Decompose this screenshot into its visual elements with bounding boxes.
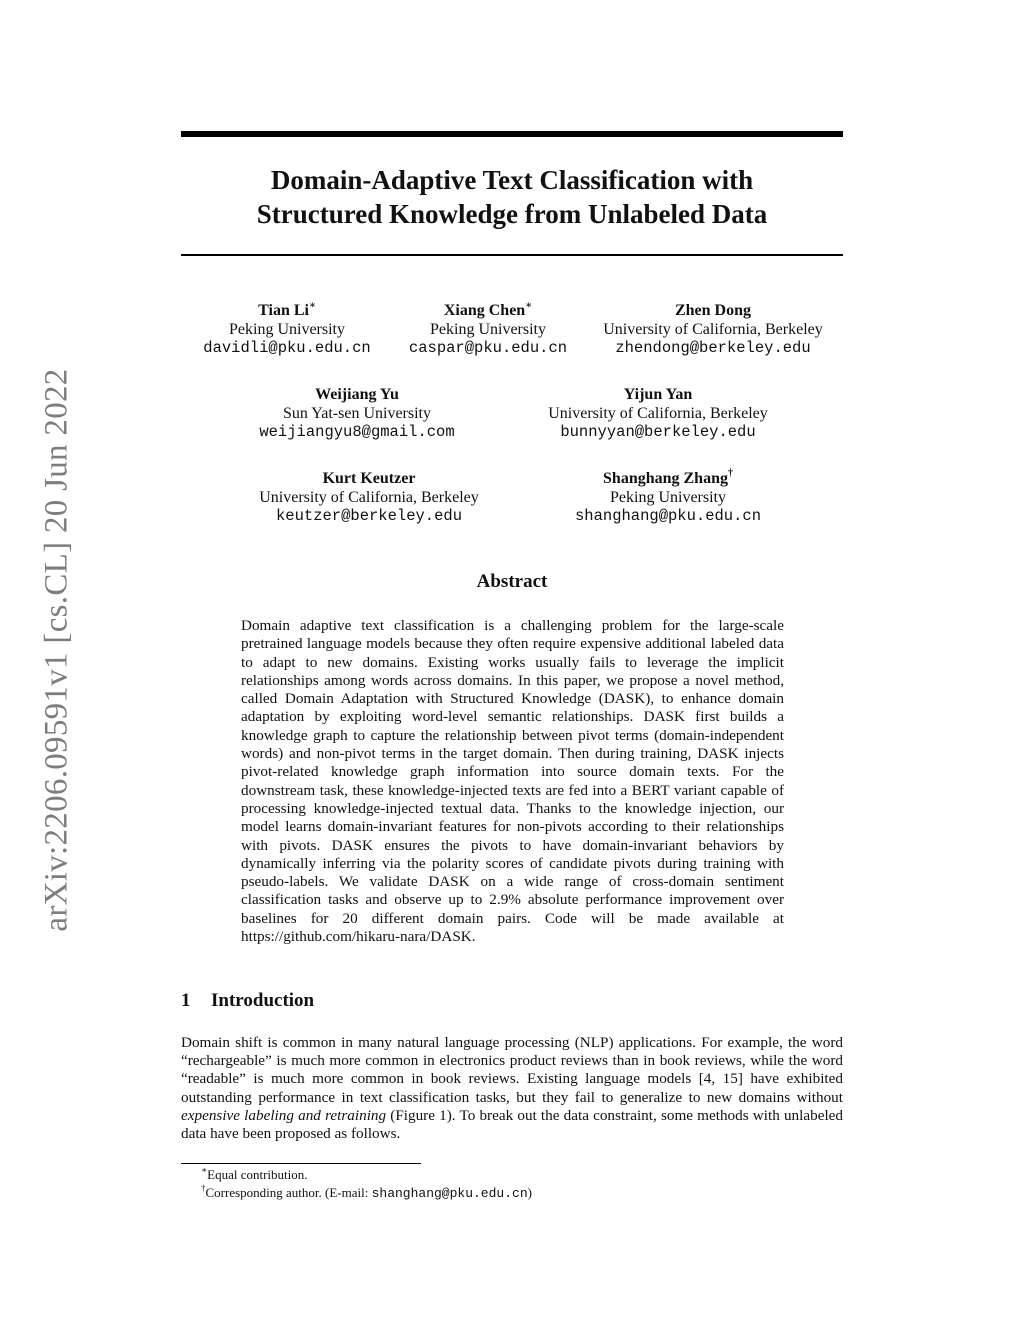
author-block (575, 469, 761, 526)
footnote-mark: † (201, 1182, 206, 1193)
footnote-corresponding-author: †Corresponding author. (E-mail: shanghang@pku.edu.cn) (201, 1182, 532, 1201)
author-email: shanghang@pku.edu.cn (574, 507, 762, 525)
author-affiliation: University of California, Berkeley (259, 489, 479, 506)
author-affiliation: University of California, Berkeley (603, 321, 823, 338)
author-block (203, 301, 370, 358)
emphasis-text: expensive labeling and retraining (181, 1106, 387, 1124)
author-email: weijiangyu8@gmail.com (259, 423, 455, 441)
abstract-heading: Abstract (476, 571, 548, 592)
author-email: zhendong@berkeley.edu (615, 339, 811, 357)
author-affiliation: Sun Yat-sen University (282, 405, 431, 422)
author-mark: † (727, 467, 733, 479)
author-block (548, 385, 768, 442)
author-name: Weijiang Yu (315, 386, 399, 403)
section-number: 1 (181, 990, 191, 1011)
author-affiliation: University of California, Berkeley (548, 405, 768, 422)
author-affiliation: Peking University (229, 321, 345, 338)
section-heading-introduction (181, 990, 314, 1012)
author-name: Yijun Yan (623, 386, 693, 403)
author-name: Kurt Keutzer (322, 470, 416, 487)
title-line-2: Structured Knowledge from Unlabeled Data (256, 199, 768, 229)
author-email: caspar@pku.edu.cn (408, 339, 568, 357)
author-block (259, 385, 454, 442)
title-line-1: Domain-Adaptive Text Classification with (270, 165, 754, 195)
author-affiliation: Peking University (429, 321, 546, 338)
author-mark: ∗ (525, 299, 533, 311)
footnote-email: shanghang@pku.edu.cn (371, 1186, 528, 1201)
author-name: Shanghang Zhang† (603, 467, 733, 487)
author-name: Tian Li∗ (258, 299, 316, 319)
section-title: Introduction (211, 990, 315, 1011)
author-block (603, 301, 823, 358)
author-name: Zhen Dong (674, 302, 752, 319)
author-name: Xiang Chen∗ (443, 299, 533, 319)
footnote-rule (181, 1163, 421, 1164)
arxiv-identifier-stamp: arXiv:2206.09591v1 [cs.CL] 20 Jun 2022 (38, 368, 75, 932)
title-top-rule (181, 131, 843, 137)
author-mark: ∗ (308, 299, 316, 311)
footnote-equal-contribution: ∗Equal contribution. (201, 1164, 308, 1182)
author-block (259, 469, 479, 526)
author-affiliation: Peking University (610, 489, 726, 506)
footnote-mark: ∗ (201, 1164, 208, 1175)
author-block (409, 301, 567, 358)
author-email: davidli@pku.edu.cn (203, 339, 371, 357)
abstract-body: Domain adaptive text classification is a challenging problem for the large-scale pretrained language models because they often require expensive additional labeled data to adapt to new domains. Existing works usually fails to leverage the implicit relationships among words across domains. In this paper, we propose a novel method, called Domain Adaptation with Structured Knowledge (DASK), to enhance domain adaptation by exploiting word-level semantic relationships. DASK first builds a knowledge graph to capture the relationship between pivot terms (domain-independent words) and non-pivot terms in the target domain. Then during training, DASK injects pivot-related knowledge graph information into source domain texts. For the downstream task, these knowledge-injected texts are fed into a BERT variant capable of processing knowledge-injected textual data. Thanks to the knowledge injection, our model learns domain-invariant features for non-pivots according to their relationships with pivots. DASK ensures the pivots to have domain-invariant behaviors by dynamically inferring via the polarity scores of candidate pivots during training with pseudo-labels. We validate DASK on a wide range of cross-domain sentiment classification tasks and observe up to 2.9% absolute performance improvement over baselines for 20 different domain pairs. Code will be made available at https://github.com/hikaru-nara/DASK. (241, 617, 784, 946)
title-bottom-rule (181, 254, 843, 256)
paper-title (181, 163, 843, 231)
author-email: bunnyyan@berkeley.edu (560, 423, 756, 441)
introduction-paragraph: Domain shift is common in many natural language processing (NLP) applications. For example, the word “rechargeable” is much more common in electronics product reviews than in book reviews, while the word “readable” is much more common in book reviews. Existing language models [4, 15] have exhibited outstanding performance in text classification tasks, but they fail to generalize to new domains without expensive labeling and retraining (Figure 1). To break out the data constraint, some methods with unlabeled data have been proposed as follows. (181, 1034, 843, 1143)
author-email: keutzer@berkeley.edu (275, 507, 463, 525)
